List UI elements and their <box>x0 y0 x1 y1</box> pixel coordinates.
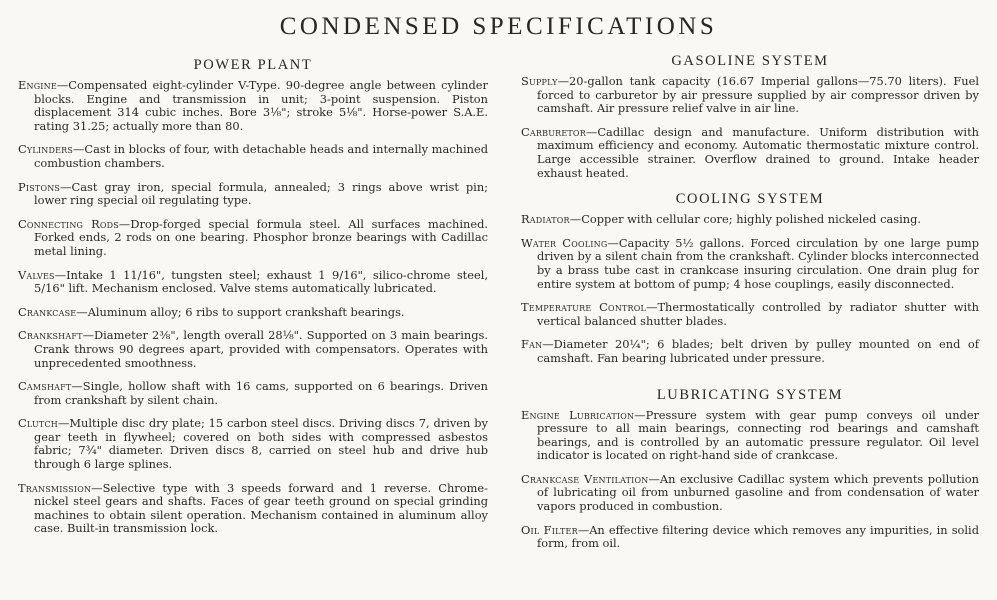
spec-carburetor <box>521 126 979 180</box>
spec-text: —Multiple disc dry plate; 15 carbon steel discs. Driving discs 7, driven by gear teeth in flywheel; covered on both sides with compressed asbestos fabric; 7¾" diameter. Driven discs 8, carried on steel hub and drive hub through 6 large splines. <box>34 416 488 472</box>
spec-engine <box>18 79 488 133</box>
spec-temperature-control <box>521 301 979 328</box>
spec-text: —Selective type with 3 speeds forward and 1 reverse. Chrome-nickel steel gears and shafts. Faces of gear teeth ground on special grinding machines to obtain silent operation. Mechanism contained in aluminum alloy case. Built-in transmission lock. <box>34 480 488 536</box>
spec-text: —Thermostatically controlled by radiator shutter with vertical balanced shutter blades. <box>537 300 979 328</box>
spec-text: —Intake 1 11/16", tungsten steel; exhaust 1 9/16", silico-chrome steel, 5/16" lift. Mechanism enclosed. Valve stems automatically lubricated. <box>34 267 488 296</box>
spec-connecting-rods <box>18 218 488 259</box>
spec-term: Transmission <box>18 480 92 495</box>
section-heading-lubricating-system: LUBRICATING SYSTEM <box>656 386 844 403</box>
spec-text: —Drop-forged special formula steel. All surfaces machined. Forked ends, 2 rods on one bearing. Phosphor bronze bearings with Cadillac metal lining. <box>34 216 488 258</box>
spec-term: Temperature Control <box>521 300 647 315</box>
columns <box>18 53 980 561</box>
spec-text: —20-gallon tank capacity (16.67 Imperial gallons—75.70 liters). Fuel forced to carburetor by air pressure supplied by air compressor driven by camshaft. Air pressure relief valve in air line. <box>537 74 979 116</box>
spec-text: —Cadillac design and manufacture. Uniform distribution with maximum efficiency and economy. Automatic thermostatic mixture control. Large accessible strainer. Overflow drained to ground. Intake header exhaust heated. <box>537 124 979 180</box>
section-heading-gasoline-system: GASOLINE SYSTEM <box>671 53 829 69</box>
spec-text: —Diameter 2⅜", length overall 28⅛". Supported on 3 main bearings. Crank throws 90 degrees apart, provided with compensators. Operates with unprecedented smoothness. <box>34 328 488 370</box>
spec-fan <box>521 338 979 365</box>
spec-text: —Cast in blocks of four, with detachable heads and internally machined combustion chambers. <box>34 142 488 170</box>
spec-oil-filter <box>521 524 979 551</box>
spec-water-cooling <box>521 237 979 291</box>
spec-term: Camshaft <box>18 379 72 394</box>
page-title: CONDENSED SPECIFICATIONS <box>279 13 718 40</box>
spec-transmission <box>18 482 488 536</box>
spec-term: Pistons <box>18 179 61 194</box>
spec-text: —Diameter 20¼"; 6 blades; belt driven by pulley mounted on end of camshaft. Fan bearing lubricated under pressure. <box>537 337 979 365</box>
spec-text: —Cast gray iron, special formula, annealed; 3 rings above wrist pin; lower ring special oil regulating type. <box>34 179 488 208</box>
spec-valves <box>18 269 488 296</box>
right-column <box>521 52 979 561</box>
spec-term: Connecting Rods <box>18 216 119 231</box>
spec-supply <box>521 75 979 116</box>
spec-text: —Capacity 5½ gallons. Forced circulation by one large pump driven by a silent chain from the crankshaft. Cylinder blocks interconnected by a brass tube cast in crankcase insuring circulation. One drain plug for entire system at bottom of pump; 4 hose couplings, easily disconnected. <box>537 235 979 291</box>
spec-term: Fan <box>521 337 543 352</box>
spec-pistons <box>18 181 488 208</box>
spec-text: —Compensated eight-cylinder V-Type. 90-degree angle between cylinder blocks. Engine and transmission in unit; 3-point suspension. Piston displacement 314 cubic inches. Bore 3⅛"; stroke 5⅛". Horse-power S.A.E. rating 31.25; actually more than 80. <box>34 78 488 133</box>
left-column <box>18 56 488 561</box>
spec-engine-lubrication <box>521 409 979 463</box>
spec-term: Supply <box>521 74 558 88</box>
spec-crankcase <box>18 306 488 320</box>
spec-text: —Single, hollow shaft with 16 cams, supported on 6 bearings. Driven from crankshaft by silent chain. <box>34 379 488 407</box>
spec-text: —An exclusive Cadillac system which prevents pollution of lubricating oil from unburned gasoline and from condensation of water vapors produced in combustion. <box>537 471 979 514</box>
spec-term: Cylinders <box>18 142 74 157</box>
spec-term: Crankcase <box>18 304 77 319</box>
section-heading-cooling-system: COOLING SYSTEM <box>675 191 825 208</box>
spec-crankcase-ventilation <box>521 473 979 514</box>
spec-camshaft <box>18 380 488 407</box>
spec-term: Water Cooling <box>521 235 608 250</box>
spec-term: Oil Filter <box>521 522 578 537</box>
spec-term: Clutch <box>18 416 58 431</box>
spec-text: —An effective filtering device which removes any impurities, in solid form, from oil. <box>537 522 979 551</box>
spec-cylinders <box>18 143 488 170</box>
spec-term: Engine Lubrication <box>521 407 635 422</box>
spec-term: Valves <box>18 267 55 282</box>
spec-term: Engine <box>18 78 57 92</box>
spec-text: —Pressure system with gear pump conveys oil under pressure to all main bearings, connecting rod bearings and camshaft bearings, and is controlled by an automatic pressure regulator. Oil level indicator is located on right-hand side of crankcase. <box>537 407 980 463</box>
spec-clutch <box>18 417 488 471</box>
spec-term: Crankcase Ventilation <box>521 471 649 486</box>
spec-radiator <box>521 213 979 227</box>
spec-text: —Copper with cellular core; highly polished nickeled casing. <box>569 212 921 227</box>
spec-crankshaft <box>18 329 488 370</box>
spec-text: —Aluminum alloy; 6 ribs to support crankshaft bearings. <box>76 304 405 319</box>
section-spacer <box>521 376 979 386</box>
spec-term: Radiator <box>521 212 570 227</box>
section-heading-power-plant: POWER PLANT <box>193 57 313 73</box>
spec-term: Carburetor <box>521 124 586 139</box>
spec-term: Crankshaft <box>18 328 83 343</box>
